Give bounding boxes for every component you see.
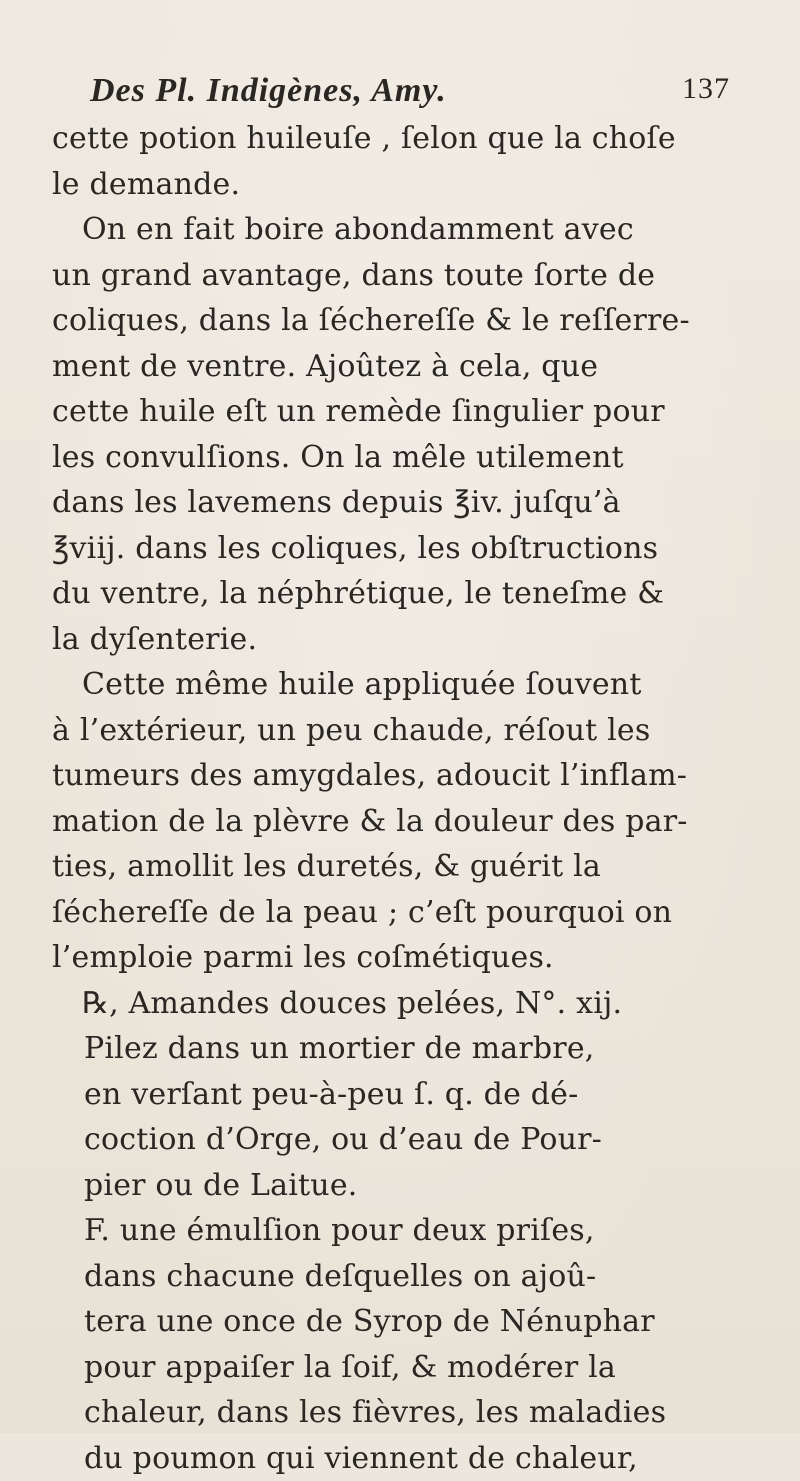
text-line: cette potion huileuſe , ſelon que la choſe (52, 116, 772, 162)
text-line: tumeurs des amygdales, adoucit l’inflam- (52, 753, 772, 799)
text-line: pier ou de Laitue. (52, 1163, 772, 1209)
running-head (90, 72, 730, 116)
text-line: coliques, dans la ſéchereſſe & le reſſerre- (52, 298, 772, 344)
text-line: On en fait boire abondamment avec (52, 207, 772, 253)
text-line: chaleur, dans les fièvres, les maladies (52, 1390, 772, 1436)
text-line: tera une once de Syrop de Nénuphar (52, 1299, 772, 1345)
text-line: ℞, Amandes douces pelées, N°. xij. (52, 981, 772, 1027)
text-line: du ventre, la néphrétique, le teneſme & (52, 571, 772, 617)
text-line: le demande. (52, 162, 772, 208)
text-line: dans chacune deſquelles on ajoû- (52, 1254, 772, 1300)
running-head-title: Des Pl. Indigènes, Amy. (90, 72, 447, 110)
body-text (52, 116, 772, 1481)
page-number: 137 (682, 72, 730, 106)
text-line: à l’extérieur, un peu chaude, réſout les (52, 708, 772, 754)
text-line: un grand avantage, dans toute ſorte de (52, 253, 772, 299)
text-line: Pilez dans un mortier de marbre, (52, 1026, 772, 1072)
text-line: ſéchereſſe de la peau ; c’eſt pourquoi on (52, 890, 772, 936)
text-line: dans les lavemens depuis ℥iv. juſqu’à (52, 480, 772, 526)
text-line: cette huile eſt un remède ſingulier pour (52, 389, 772, 435)
text-line: F. une émulſion pour deux priſes, (52, 1208, 772, 1254)
text-line: Cette même huile appliquée ſouvent (52, 662, 772, 708)
text-line: l’emploie parmi les coſmétiques. (52, 935, 772, 981)
text-line: coction d’Orge, ou d’eau de Pour- (52, 1117, 772, 1163)
text-line: les convulſions. On la mêle utilement (52, 435, 772, 481)
text-line: ties, amollit les duretés, & guérit la (52, 844, 772, 890)
text-line: pour appaiſer la ſoif, & modérer la (52, 1345, 772, 1391)
text-line: mation de la plèvre & la douleur des par- (52, 799, 772, 845)
text-line: ment de ventre. Ajoûtez à cela, que (52, 344, 772, 390)
text-line: ℥viij. dans les coliques, les obſtructions (52, 526, 772, 572)
text-line: du poumon qui viennent de chaleur, (52, 1436, 772, 1481)
text-line: la dyſenterie. (52, 617, 772, 663)
text-line: en verſant peu-à-peu ſ. q. de dé- (52, 1072, 772, 1118)
